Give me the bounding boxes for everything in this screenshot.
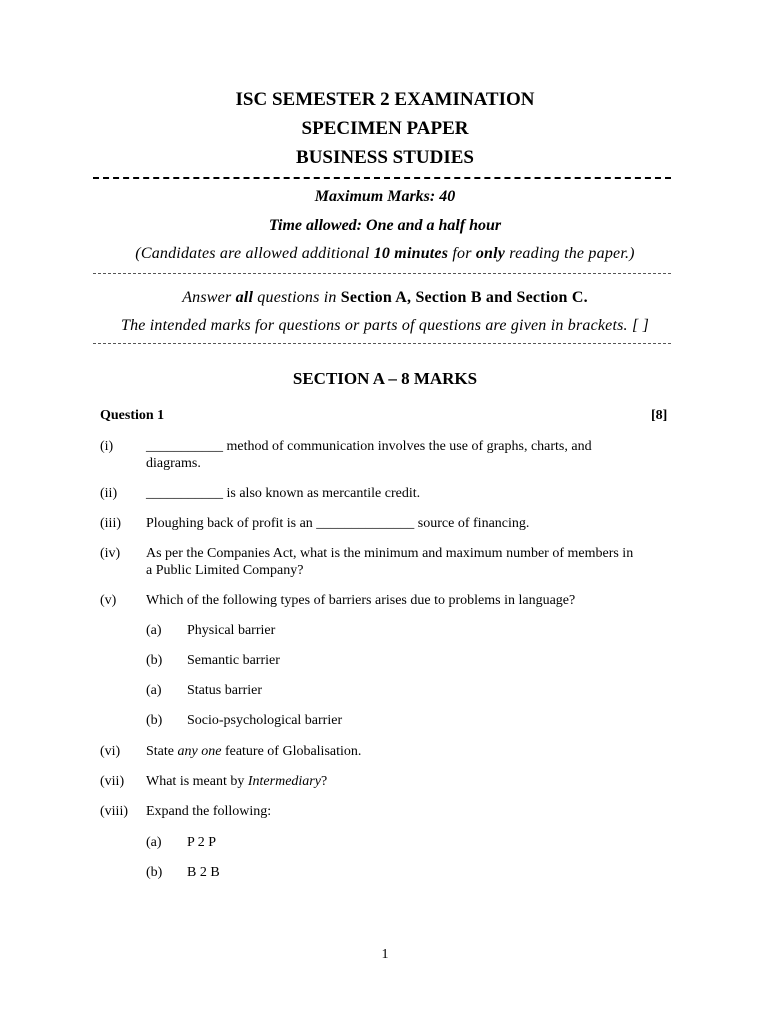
instruction-text: questions in <box>253 289 341 306</box>
item-text: ___________ is also known as mercantile credit. <box>146 486 421 501</box>
subject-title: BUSINESS STUDIES <box>296 147 474 168</box>
option-label: (b) <box>146 653 163 668</box>
item-number: (viii) <box>100 804 128 819</box>
item-text-emphasis: any one <box>177 744 222 759</box>
item-text: ___________ method of communication involves the use of graphs, charts, and diagrams. <box>146 439 592 471</box>
option-text: B 2 B <box>187 865 220 880</box>
instruction-answer-all <box>0 289 770 307</box>
option-text: P 2 P <box>187 835 217 850</box>
item-number: (vi) <box>100 744 121 759</box>
option-label: (b) <box>146 865 163 880</box>
option-label: (a) <box>146 835 162 850</box>
option-text: Status barrier <box>187 683 263 698</box>
item-text <box>146 743 636 760</box>
item-text <box>146 773 636 790</box>
instruction-bold: Section A, Section B and Section C. <box>340 289 588 306</box>
note-text: reading the paper.) <box>505 245 635 262</box>
item-text-part: feature of Globalisation. <box>221 744 362 759</box>
instruction-marks: The intended marks for questions or parts of questions are given in brackets. [ ] <box>120 317 650 334</box>
note-text: (Candidates are allowed additional <box>135 245 374 262</box>
divider <box>93 343 671 344</box>
item-text: Which of the following types of barriers arises due to problems in language? <box>146 593 576 608</box>
option-label: (b) <box>146 713 163 728</box>
instruction-bold: all <box>235 289 254 306</box>
item-text-part: State <box>146 744 178 759</box>
item-number: (v) <box>100 593 117 608</box>
item-number: (iv) <box>100 546 121 561</box>
option-label: (a) <box>146 623 162 638</box>
option-text: Semantic barrier <box>187 653 280 668</box>
item-text: Ploughing back of profit is an ______________ source of financing. <box>146 516 530 531</box>
item-number: (ii) <box>100 486 118 501</box>
option-text: Physical barrier <box>187 623 276 638</box>
time-allowed: Time allowed: One and a half hour <box>268 217 502 234</box>
item-text: As per the Companies Act, what is the minimum and maximum number of members in a Public Limited Company? <box>146 546 634 578</box>
instruction-text: Answer <box>182 289 236 306</box>
divider <box>93 273 671 274</box>
option-label: (a) <box>146 683 162 698</box>
reading-time-note <box>0 245 770 263</box>
section-title: SECTION A – 8 MARKS <box>292 369 478 388</box>
page-number: 1 <box>381 947 389 962</box>
divider <box>93 177 671 179</box>
exam-title: ISC SEMESTER 2 EXAMINATION <box>235 89 535 110</box>
item-number: (iii) <box>100 516 121 531</box>
item-text: Expand the following: <box>146 804 272 819</box>
item-number: (i) <box>100 439 114 454</box>
note-text: for <box>448 245 476 262</box>
item-text-part: What is meant by <box>146 774 248 789</box>
item-text-emphasis: Intermediary <box>247 774 321 789</box>
option-text: Socio-psychological barrier <box>187 713 343 728</box>
question-marks: [8] <box>651 408 668 423</box>
item-number: (vii) <box>100 774 125 789</box>
maximum-marks: Maximum Marks: 40 <box>314 188 456 205</box>
question-label: Question 1 <box>100 408 165 423</box>
item-text-part: ? <box>320 774 328 789</box>
note-bold: only <box>475 245 506 262</box>
note-bold: 10 minutes <box>373 245 449 262</box>
paper-type: SPECIMEN PAPER <box>301 118 469 139</box>
